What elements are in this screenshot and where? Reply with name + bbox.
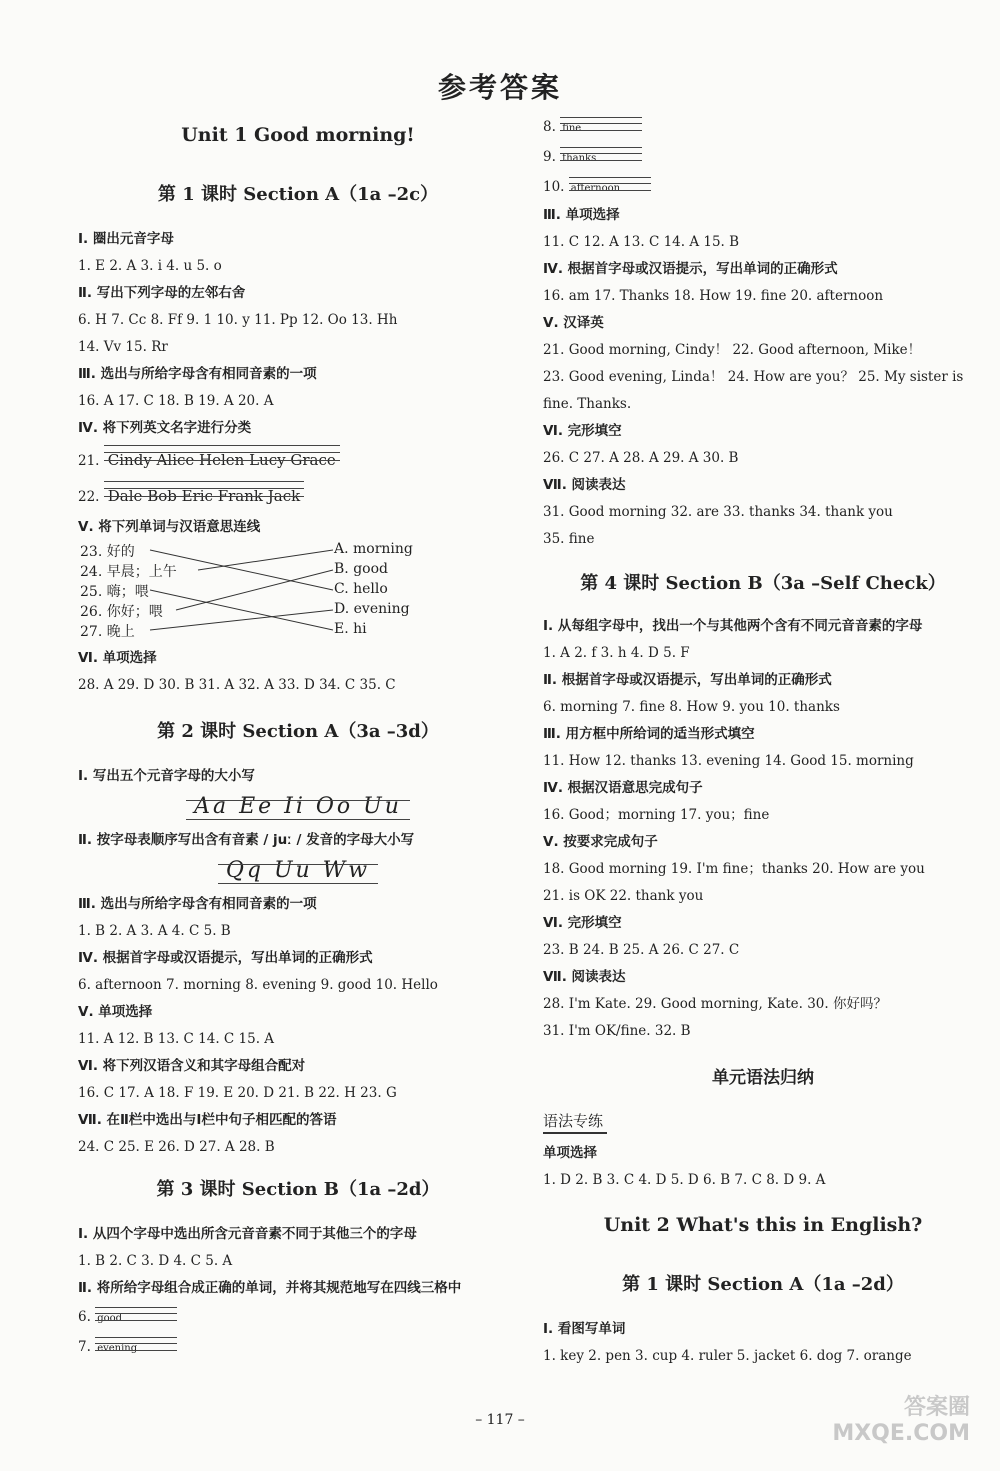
match-right-item: D. evening xyxy=(334,601,410,617)
answer-line: 16. A 17. C 18. B 19. A 20. A xyxy=(78,393,274,409)
answer-line: 1. B 2. A 3. A 4. C 5. B xyxy=(78,923,231,939)
answer-line: 35. fine xyxy=(543,531,595,547)
section-heading: Ⅰ. 圈出元音字母 xyxy=(78,231,174,247)
handwriting-answer: evening xyxy=(95,1334,177,1364)
section-heading: Ⅳ. 将下列英文名字进行分类 xyxy=(78,420,252,436)
answer-line: 1. A 2. f 3. h 4. D 5. F xyxy=(543,645,690,661)
page-number: – 117 – xyxy=(475,1412,525,1428)
section-heading: Ⅴ. 汉译英 xyxy=(543,315,604,331)
matching-diagram xyxy=(78,541,518,641)
answer-line: 28. I'm Kate. 29. Good morning, Kate. 30. 你好吗？ xyxy=(543,996,887,1012)
right-column xyxy=(543,112,983,1370)
match-right-item: C. hello xyxy=(334,581,388,597)
handwriting-answer: Qq Uu Ww xyxy=(218,858,378,883)
answer-line: 16. am 17. Thanks 18. How 19. fine 20. afternoon xyxy=(543,288,884,304)
answer-line: 21. is OK 22. thank you xyxy=(543,888,704,904)
answer-line: 31. I'm OK/fine. 32. B xyxy=(543,1023,691,1039)
answer-line: 6. morning 7. fine 8. How 9. you 10. thanks xyxy=(543,699,840,715)
section-heading: Ⅱ. 写出下列字母的左邻右舍 xyxy=(78,285,246,301)
answer-line: 18. Good morning 19. I'm fine；thanks 20. How are you xyxy=(543,861,925,877)
match-right-item: E. hi xyxy=(334,621,367,637)
unit-title: Unit 2 What's this in English? xyxy=(603,1214,923,1236)
grammar-title: 单元语法归纳 xyxy=(712,1068,814,1088)
section-heading: Ⅴ. 单项选择 xyxy=(78,1004,153,1020)
answer-line: fine. Thanks. xyxy=(543,396,632,412)
answer-line: 23. Good evening, Linda！ 24. How are you？ 25. My sister is xyxy=(543,369,964,385)
answer-line: 6. afternoon 7. morning 8. evening 9. good 10. Hello xyxy=(78,977,438,993)
left-column xyxy=(78,118,518,1362)
section-heading: Ⅰ. 从四个字母中选出所含元音音素不同于其他三个的字母 xyxy=(78,1226,417,1242)
lesson-title: 第 3 课时 Section B（1a –2d） xyxy=(156,1179,440,1200)
answer-number: 10. xyxy=(543,179,565,195)
section-heading: Ⅲ. 选出与所给字母含有相同音素的一项 xyxy=(78,896,317,912)
match-left-item: 24. 早晨；上午 xyxy=(80,564,177,580)
section-heading: Ⅳ. 根据首字母或汉语提示，写出单词的正确形式 xyxy=(78,950,373,966)
section-heading: Ⅲ. 选出与所给字母含有相同音素的一项 xyxy=(78,366,317,382)
answer-line: 14. Vv 15. Rr xyxy=(78,339,168,355)
answer-line: 1. B 2. C 3. D 4. C 5. A xyxy=(78,1253,233,1269)
watermark-logo: 答案圈 MXQE.COM xyxy=(832,1395,970,1446)
section-heading: Ⅶ. 阅读表达 xyxy=(543,969,626,985)
answer-line: 21. Good morning, Cindy！ 22. Good afternoon, Mike！ xyxy=(543,342,922,358)
answer-number: 21. xyxy=(78,453,100,469)
answer-line xyxy=(78,478,518,514)
section-heading: Ⅰ. 从每组字母中，找出一个与其他两个含有不同元音音素的字母 xyxy=(543,618,923,634)
section-heading: 单项选择 xyxy=(543,1145,597,1161)
answer-line: 1. D 2. B 3. C 4. D 5. D 6. B 7. C 8. D 9. A xyxy=(543,1172,826,1188)
answer-line: 6. H 7. Cc 8. Ff 9. 1 10. y 11. Pp 12. Oo 13. Hh xyxy=(78,312,398,328)
section-heading: Ⅳ. 根据首字母或汉语提示，写出单词的正确形式 xyxy=(543,261,838,277)
answer-line: 16. C 17. A 18. F 19. E 20. D 21. B 22. H 23. G xyxy=(78,1085,397,1101)
handwriting-answer: thanks xyxy=(560,144,642,174)
match-right-item: A. morning xyxy=(334,541,413,557)
answer-line: 16. Good；morning 17. you；fine xyxy=(543,807,770,823)
section-heading: Ⅲ. 单项选择 xyxy=(543,207,620,223)
lesson-title: 第 1 课时 Section A（1a –2d） xyxy=(622,1274,904,1295)
answer-line: 11. C 12. A 13. C 14. A 15. B xyxy=(543,234,740,250)
answer-line: 24. C 25. E 26. D 27. A 28. B xyxy=(78,1139,275,1155)
answer-number: 22. xyxy=(78,489,100,505)
answer-number: 8. xyxy=(543,119,556,135)
lesson-title: 第 4 课时 Section B（3a –Self Check） xyxy=(580,573,946,594)
section-heading: Ⅳ. 根据汉语意思完成句子 xyxy=(543,780,703,796)
answer-line: 26. C 27. A 28. A 29. A 30. B xyxy=(543,450,739,466)
section-heading: Ⅵ. 完形填空 xyxy=(543,915,622,931)
answer-line xyxy=(543,172,983,202)
answer-line xyxy=(78,1302,518,1332)
section-heading: Ⅰ. 写出五个元音字母的大小写 xyxy=(78,768,255,784)
section-heading: Ⅵ. 将下列汉语含义和其字母组合配对 xyxy=(78,1058,306,1074)
match-right-item: B. good xyxy=(334,561,388,577)
section-heading: Ⅴ. 按要求完成句子 xyxy=(543,834,658,850)
handwriting-row xyxy=(78,794,518,819)
section-heading: Ⅴ. 将下列单词与汉语意思连线 xyxy=(78,519,261,535)
handwriting-answer: good xyxy=(95,1304,177,1334)
answer-number: 6. xyxy=(78,1309,91,1325)
section-heading: Ⅶ. 阅读表达 xyxy=(543,477,626,493)
answer-line: 1. E 2. A 3. i 4. u 5. o xyxy=(78,258,222,274)
handwriting-answer: fine xyxy=(560,114,642,144)
section-heading: Ⅱ. 根据首字母或汉语提示，写出单词的正确形式 xyxy=(543,672,832,688)
answer-line xyxy=(78,442,518,478)
handwriting-answer: Aa Ee Ii Oo Uu xyxy=(186,794,410,819)
match-left-item: 26. 你好；喂 xyxy=(80,604,163,620)
answer-line xyxy=(543,142,983,172)
match-left-item: 23. 好的 xyxy=(80,544,135,560)
answer-number: 9. xyxy=(543,149,556,165)
section-heading: Ⅰ. 看图写单词 xyxy=(543,1321,626,1337)
answer-line: 28. A 29. D 30. B 31. A 32. A 33. D 34. C 35. C xyxy=(78,677,396,693)
lesson-title: 第 1 课时 Section A（1a –2c） xyxy=(157,184,439,205)
section-heading: Ⅲ. 用方框中所给词的适当形式填空 xyxy=(543,726,755,742)
answer-line: 31. Good morning 32. are 33. thanks 34. thank you xyxy=(543,504,893,520)
unit-title: Unit 1 Good morning! xyxy=(181,124,415,146)
lesson-title: 第 2 课时 Section A（3a –3d） xyxy=(157,721,439,742)
answer-line: 23. B 24. B 25. A 26. C 27. C xyxy=(543,942,740,958)
answer-number: 7. xyxy=(78,1339,91,1355)
page-title: 参考答案 xyxy=(437,71,562,104)
match-left-item: 25. 嗨；喂 xyxy=(80,584,149,600)
handwriting-answer: afternoon xyxy=(569,174,651,204)
grammar-tag: 语法专练 xyxy=(543,1110,607,1134)
section-heading: Ⅵ. 完形填空 xyxy=(543,423,622,439)
section-heading: Ⅱ. 按字母表顺序写出含有音素 / juː / 发音的字母大小写 xyxy=(78,832,415,848)
handwriting-answer: Dale Bob Eric Frank Jack xyxy=(104,478,304,514)
answer-line: 1. key 2. pen 3. cup 4. ruler 5. jacket 6. dog 7. orange xyxy=(543,1348,912,1364)
handwriting-row xyxy=(78,858,518,883)
section-heading: Ⅵ. 单项选择 xyxy=(78,650,157,666)
handwriting-answer: Cindy Alice Helen Lucy Grace xyxy=(104,442,340,478)
answer-line: 11. How 12. thanks 13. evening 14. Good 15. morning xyxy=(543,753,914,769)
match-left-item: 27. 晚上 xyxy=(80,624,135,640)
section-heading: Ⅶ. 在Ⅱ栏中选出与Ⅰ栏中句子相匹配的答语 xyxy=(78,1112,337,1128)
section-heading: Ⅱ. 将所给字母组合成正确的单词，并将其规范地写在四线三格中 xyxy=(78,1280,462,1296)
answer-line xyxy=(543,112,983,142)
answer-line xyxy=(78,1332,518,1362)
answer-line: 11. A 12. B 13. C 14. C 15. A xyxy=(78,1031,275,1047)
